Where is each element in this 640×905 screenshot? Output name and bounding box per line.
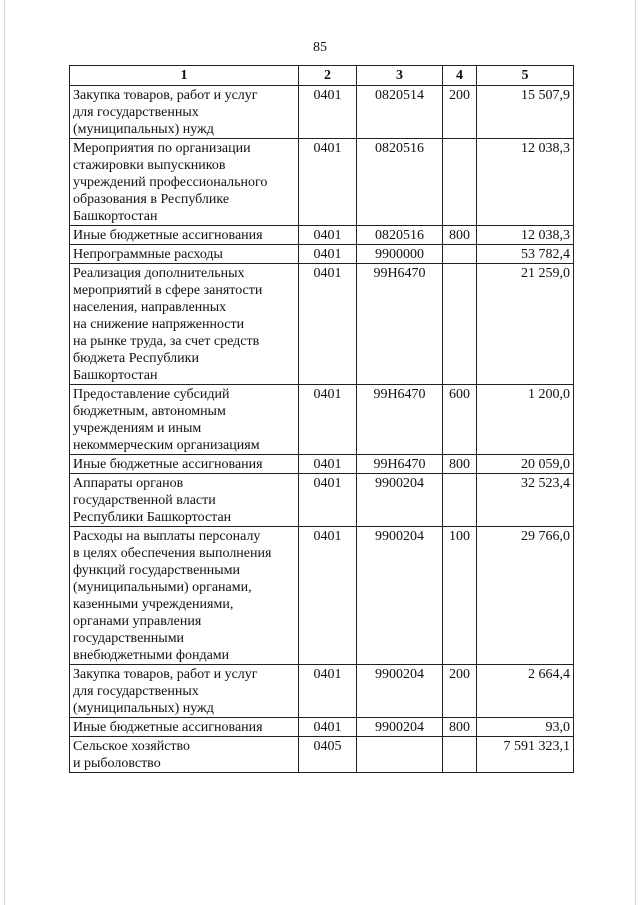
row-type-cell bbox=[443, 264, 477, 385]
row-amount-cell: 93,0 bbox=[477, 718, 574, 737]
page-number: 85 bbox=[313, 40, 327, 55]
budget-table bbox=[69, 65, 574, 773]
row-name-cell: Мероприятия по организации стажировки выпускников учреждений профессионального образования в Республике Башкортостан bbox=[70, 139, 299, 226]
row-article-cell: 9900204 bbox=[357, 665, 443, 718]
table-row bbox=[70, 455, 574, 474]
row-section-cell: 0401 bbox=[299, 86, 357, 139]
row-name-cell: Предоставление субсидий бюджетным, автономным учреждениям и иным некоммерческим организациям bbox=[70, 385, 299, 455]
row-amount-cell: 53 782,4 bbox=[477, 245, 574, 264]
row-type-cell bbox=[443, 737, 477, 773]
scan-edge-right bbox=[635, 0, 636, 905]
row-type-cell bbox=[443, 139, 477, 226]
row-section-cell: 0401 bbox=[299, 139, 357, 226]
row-type-cell: 200 bbox=[443, 86, 477, 139]
row-type-cell: 800 bbox=[443, 718, 477, 737]
row-amount-cell: 2 664,4 bbox=[477, 665, 574, 718]
table-row bbox=[70, 665, 574, 718]
row-article-cell: 99Н6470 bbox=[357, 455, 443, 474]
row-name-cell: Иные бюджетные ассигнования bbox=[70, 455, 299, 474]
row-amount-cell: 29 766,0 bbox=[477, 527, 574, 665]
row-amount-cell: 20 059,0 bbox=[477, 455, 574, 474]
row-amount-cell: 12 038,3 bbox=[477, 226, 574, 245]
row-type-cell: 800 bbox=[443, 226, 477, 245]
row-article-cell: 99Н6470 bbox=[357, 385, 443, 455]
row-type-cell bbox=[443, 245, 477, 264]
row-section-cell: 0405 bbox=[299, 737, 357, 773]
table-row bbox=[70, 474, 574, 527]
row-name-cell: Иные бюджетные ассигнования bbox=[70, 226, 299, 245]
row-article-cell: 0820516 bbox=[357, 226, 443, 245]
row-article-cell: 9900204 bbox=[357, 527, 443, 665]
row-type-cell: 600 bbox=[443, 385, 477, 455]
row-amount-cell: 15 507,9 bbox=[477, 86, 574, 139]
row-name-cell: Непрограммные расходы bbox=[70, 245, 299, 264]
row-section-cell: 0401 bbox=[299, 527, 357, 665]
row-name-cell: Реализация дополнительных мероприятий в сфере занятости населения, направленных на снижение напряженности на рынке труда, за счет средств бюджета Республики Башкортостан bbox=[70, 264, 299, 385]
table-row bbox=[70, 139, 574, 226]
row-amount-cell: 1 200,0 bbox=[477, 385, 574, 455]
row-amount-cell: 7 591 323,1 bbox=[477, 737, 574, 773]
table-row bbox=[70, 737, 574, 773]
table-row bbox=[70, 226, 574, 245]
header-col-5: 5 bbox=[477, 66, 574, 86]
row-name-cell: Закупка товаров, работ и услуг для государственных (муниципальных) нужд bbox=[70, 86, 299, 139]
row-section-cell: 0401 bbox=[299, 385, 357, 455]
table-row bbox=[70, 527, 574, 665]
header-col-3: 3 bbox=[357, 66, 443, 86]
row-amount-cell: 12 038,3 bbox=[477, 139, 574, 226]
row-section-cell: 0401 bbox=[299, 455, 357, 474]
table-header bbox=[70, 66, 574, 86]
table-row bbox=[70, 264, 574, 385]
table-row bbox=[70, 245, 574, 264]
row-section-cell: 0401 bbox=[299, 665, 357, 718]
scan-edge-left bbox=[4, 0, 5, 905]
row-amount-cell: 21 259,0 bbox=[477, 264, 574, 385]
table-row bbox=[70, 718, 574, 737]
row-section-cell: 0401 bbox=[299, 474, 357, 527]
row-type-cell: 100 bbox=[443, 527, 477, 665]
row-name-cell: Аппараты органов государственной власти Республики Башкортостан bbox=[70, 474, 299, 527]
header-col-4: 4 bbox=[443, 66, 477, 86]
header-col-2: 2 bbox=[299, 66, 357, 86]
row-section-cell: 0401 bbox=[299, 718, 357, 737]
row-article-cell: 9900204 bbox=[357, 474, 443, 527]
row-section-cell: 0401 bbox=[299, 245, 357, 264]
row-article-cell: 0820516 bbox=[357, 139, 443, 226]
row-section-cell: 0401 bbox=[299, 226, 357, 245]
row-name-cell: Сельское хозяйство и рыболовство bbox=[70, 737, 299, 773]
row-name-cell: Расходы на выплаты персоналу в целях обеспечения выполнения функций государственными (муниципальными) органами, казенными учреждениями, органами управления государственными внебюджетными фондами bbox=[70, 527, 299, 665]
header-col-1: 1 bbox=[70, 66, 299, 86]
row-article-cell bbox=[357, 737, 443, 773]
row-type-cell: 200 bbox=[443, 665, 477, 718]
row-type-cell bbox=[443, 474, 477, 527]
row-name-cell: Закупка товаров, работ и услуг для государственных (муниципальных) нужд bbox=[70, 665, 299, 718]
row-type-cell: 800 bbox=[443, 455, 477, 474]
row-article-cell: 9900000 bbox=[357, 245, 443, 264]
row-article-cell: 0820514 bbox=[357, 86, 443, 139]
table-row bbox=[70, 86, 574, 139]
row-article-cell: 99Н6470 bbox=[357, 264, 443, 385]
row-amount-cell: 32 523,4 bbox=[477, 474, 574, 527]
row-name-cell: Иные бюджетные ассигнования bbox=[70, 718, 299, 737]
table-row bbox=[70, 385, 574, 455]
table-body bbox=[70, 86, 574, 773]
row-section-cell: 0401 bbox=[299, 264, 357, 385]
header-row bbox=[70, 66, 574, 86]
row-article-cell: 9900204 bbox=[357, 718, 443, 737]
